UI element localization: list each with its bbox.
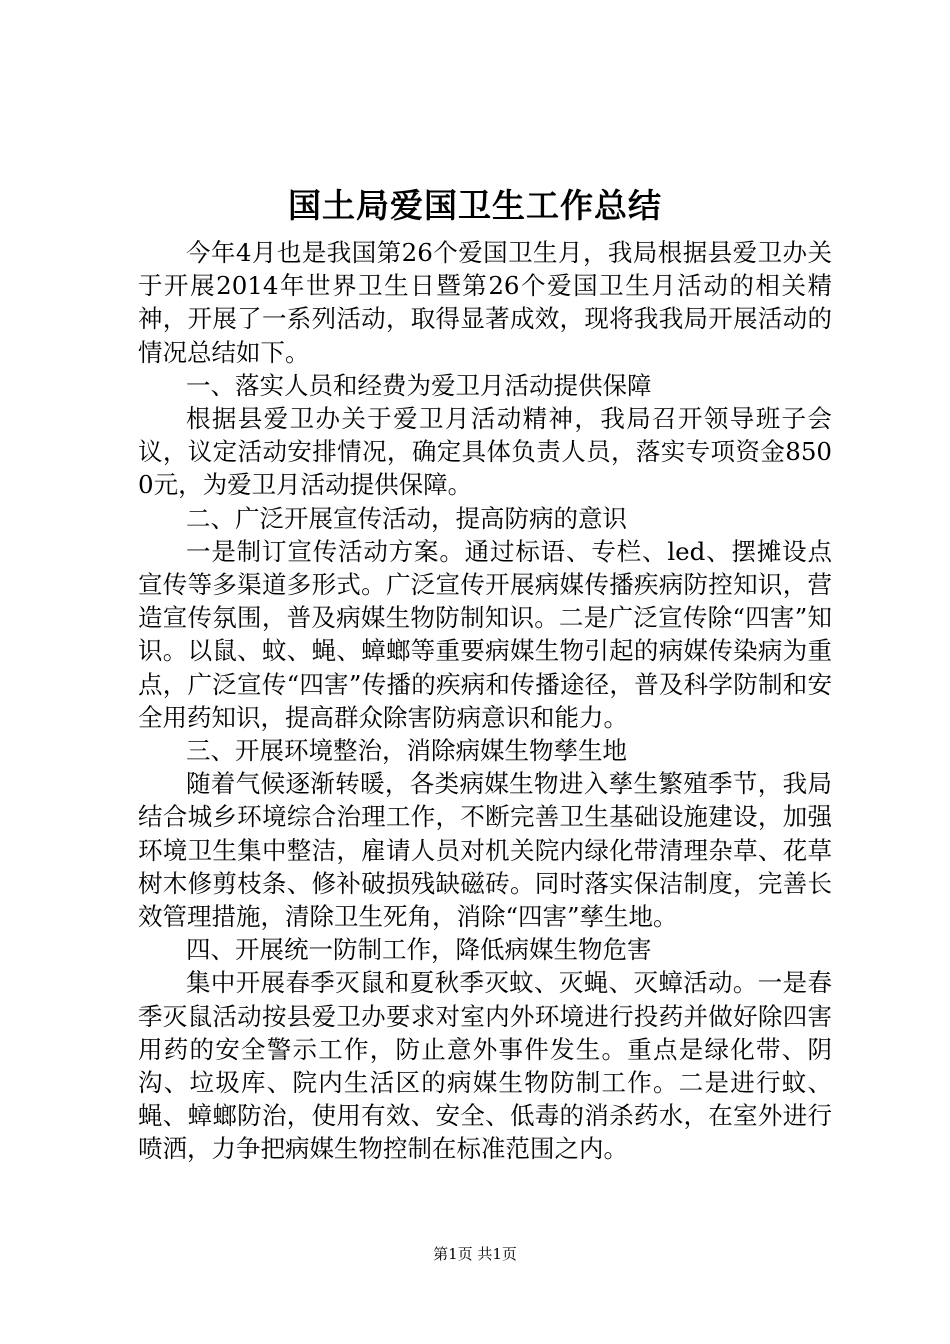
paragraph-intro: 今年4月也是我国第26个爱国卫生月，我局根据县爱卫办关于开展2014年世界卫生日暨第26个爱国卫生月活动的相关精神，开展了一系列活动，取得显著成效，现将我我局开展活动的情况总结如下。 [138,238,832,367]
document-title: 国土局爱国卫生工作总结 [288,186,662,225]
section-heading-2: 二、广泛开展宣传活动，提高防病的意识 [186,503,627,533]
paragraph-section-4: 集中开展春季灭鼠和夏秋季灭蚊、灭蝇、灭蟑活动。一是春季灭鼠活动按县爱卫办要求对室内外环境进行投药并做好除四害用药的安全警示工作，防止意外事件发生。重点是绿化带、阴沟、垃圾库、院内生活区的病媒生物防制工作。二是进行蚊、蝇、蟑螂防治，使用有效、安全、低毒的消杀药水，在室外进行喷洒，力争把病媒生物控制在标准范围之内。 [138,968,832,1164]
paragraph-section-3: 随着气候逐渐转暖，各类病媒生物进入孳生繁殖季节，我局结合城乡环境综合治理工作，不断完善卫生基础设施建设，加强环境卫生集中整洁，雇请人员对机关院内绿化带清理杂草、花草树木修剪枝条、修补破损残缺磁砖。同时落实保洁制度，完善长效管理措施，清除卫生死角，消除“四害”孳生地。 [138,769,832,932]
section-heading-1: 一、落实人员和经费为爱卫月活动提供保障 [186,370,652,400]
paragraph-section-1: 根据县爱卫办关于爱卫月活动精神，我局召开领导班子会议，议定活动安排情况，确定具体负责人员，落实专项资金8500元，为爱卫月活动提供保障。 [138,404,832,500]
section-heading-3: 三、开展环境整治，消除病媒生物孳生地 [186,736,627,766]
document-body [138,236,832,1166]
paragraph-section-2: 一是制订宣传活动方案。通过标语、专栏、led、摆摊设点宣传等多渠道多形式。广泛宣传开展病媒传播疾病防控知识，营造宣传氛围，普及病媒生物防制知识。二是广泛宣传除“四害”知识。以鼠、蚊、蝇、蟑螂等重要病媒生物引起的病媒传染病为重点，广泛宣传“四害”传播的疾病和传播途径，普及科学防制和安全用药知识，提高群众除害防病意识和能力。 [138,536,832,732]
page-number-footer: 第1页 共1页 [433,1245,517,1263]
section-heading-4: 四、开展统一防制工作，降低病媒生物危害 [186,935,652,965]
